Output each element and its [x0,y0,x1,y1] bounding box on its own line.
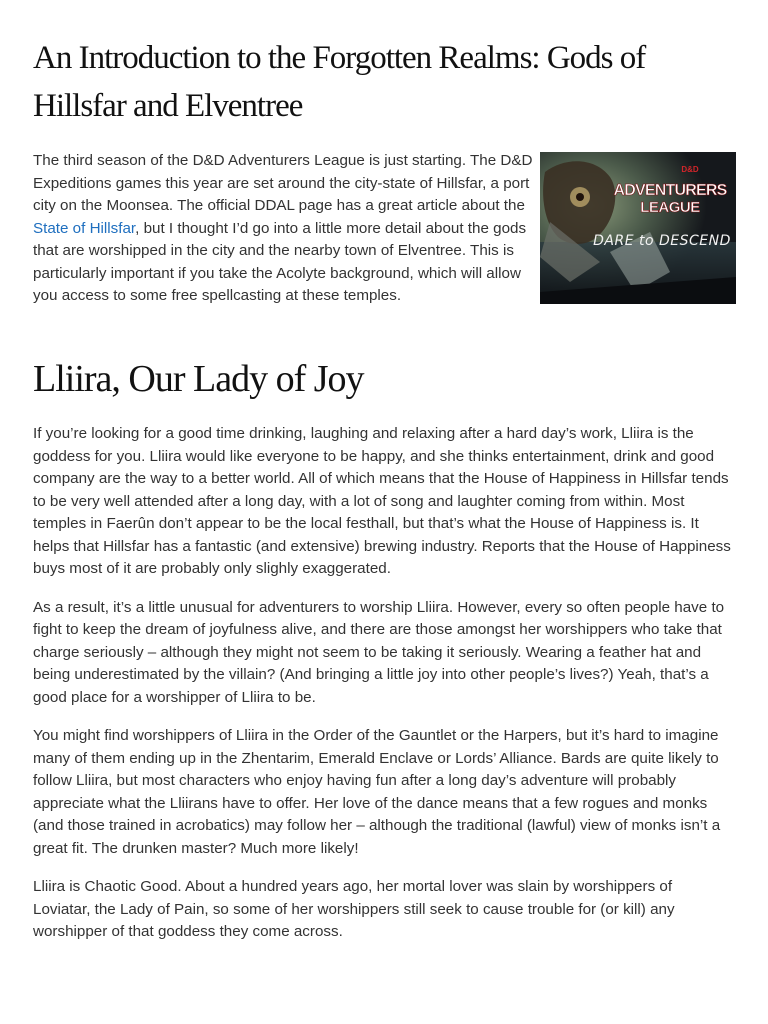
body-paragraph: If you’re looking for a good time drinking, laughing and relaxing after a hard day’s work, Lliira is the goddess for you. Lliira would like everyone to be happy, and she thinks entertainment, drink and good company are the way to a better world. All of which means that the House of Happiness in Hillsfar tends to be very well attended after a long day, with a lot of song and laughter coming from within. Most temples in Faerûn don’t appear to be the local festhall, but that’s what the House of Happiness is. It helps that Hillsfar has a fantastic (and extensive) brewing industry. Reports that the House of Happiness buys most of it are probably only slighly exaggerated. [33,425,731,577]
adventurers-league-image [540,152,736,304]
dnd-logo: D&D [681,165,699,174]
article-title: An Introduction to the Forgotten Realms: Gods of Hillsfar and Elventree [33,40,646,124]
hero-art [540,152,736,304]
tagline: DARE to DESCEND [593,233,731,249]
body-paragraph: You might find worshippers of Lliira in the Order of the Gauntlet or the Harpers, but it’s hard to imagine many of them ending up in the Zhentarim, Emerald Enclave or Lords’ Alliance. Bards are quite likely to follow Lliira, but most characters who enjoy having fun after a long day’s adventure will probably appreciate what the Lliirans have to offer. Her love of the dance means that a few rogues and monks (and those trained in acrobatics) may follow her – although the traditional (lawful) view of monks isn’t a great fit. The drunken master? Much more likely! [33,727,721,857]
body-paragraph: Lliira is Chaotic Good. About a hundred years ago, her mortal lover was slain by worshippers of Loviatar, the Lady of Pain, so some of her worshippers still seek to cause trouble for (or kill) any worshipper of that goddess they come across. [33,878,675,940]
section-body [33,423,731,960]
state-of-hillsfar-link[interactable]: State of Hillsfar [33,219,136,237]
body-paragraph: As a result, it’s a little unusual for adventurers to worship Lliira. However, every so often people have to fight to keep the dream of joyfulness alive, and there are those amongst her worshippers who take that charge seriously – although they might not seem to be taking it seriously. Wearing a feather hat and being underestimated by the villain? (And bringing a little joy into other people’s lives?) Yeah, that’s a good place for a worshipper of Lliira to be. [33,598,725,706]
intro-block [33,150,736,310]
logo-line-2: LEAGUE [640,199,700,216]
section-heading: Lliira, Our Lady of Joy [33,358,364,400]
intro-text-before: The third season of the D&D Adventurers League is just starting. The D&D Expeditions games this year are set around the city-state of Hillsfar, a port city on the Moonsea. The official DDAL page has a great article about the [33,152,533,214]
intro-text-after: , but I thought I’d go into a little more detail about the gods that are worshipped in the city and the nearby town of Elventree. This is particularly important if you take the Acolyte background, which will allow you access to some free spellcasting at these temples. [33,219,527,304]
logo-line-1: ADVENTURERS [613,182,727,199]
